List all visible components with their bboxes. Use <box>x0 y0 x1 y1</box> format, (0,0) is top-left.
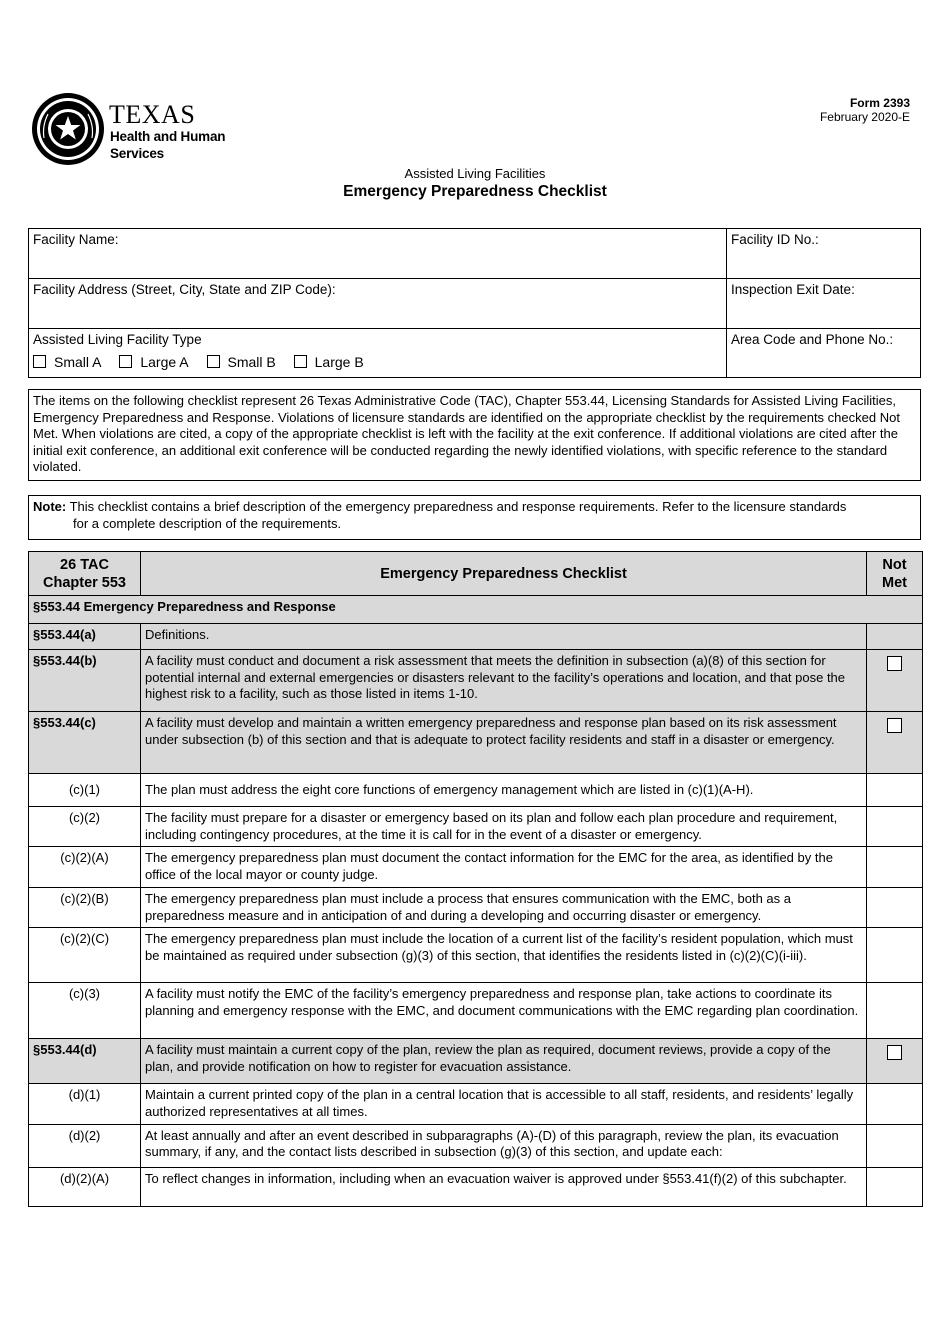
checkbox-large-b[interactable] <box>294 355 307 368</box>
form-date: February 2020-E <box>819 110 910 124</box>
facility-id-field[interactable]: Facility ID No.: <box>731 232 819 247</box>
row-text: A facility must notify the EMC of the facility’s emergency preparedness and response plan, take actions to coordinate its planning and emergency response with the EMC, and document communications with the EMC regarding plan coordination. <box>141 983 867 1039</box>
section-title: §553.44 Emergency Preparedness and Response <box>29 596 923 624</box>
row-ref: (d)(1) <box>29 1084 141 1124</box>
row-ref: (c)(2)(A) <box>29 847 141 887</box>
row-ref: (d)(2) <box>29 1124 141 1167</box>
row-text: The facility must prepare for a disaster or emergency based on its plan and follow each plan procedure and requirement, including contingency procedures, at the time it is call for in the event of a disaster or emergency. <box>141 807 867 847</box>
not-met-checkbox[interactable] <box>887 656 902 671</box>
row-not-met <box>867 650 923 712</box>
row-ref: §553.44(d) <box>29 1039 141 1084</box>
row-not-met <box>867 1167 923 1206</box>
row-text: Definitions. <box>141 624 867 650</box>
form-subtitle: Assisted Living Facilities <box>404 166 546 181</box>
row-text: To reflect changes in information, including when an evacuation waiver is approved under §553.41(f)(2) of this subchapter. <box>141 1167 867 1206</box>
not-met-checkbox[interactable] <box>887 718 902 733</box>
row-not-met <box>867 983 923 1039</box>
type-option-small-a[interactable]: Small A <box>33 354 101 370</box>
header-description: Emergency Preparedness Checklist <box>141 552 867 596</box>
header-not-met: Not Met <box>867 552 923 596</box>
info-divider-vertical <box>726 229 727 377</box>
row-text: A facility must develop and maintain a written emergency preparedness and response plan based on its risk assessment under subsection (b) of this section and that is adequate to protect facility residents and staff in a disaster or emergency. <box>141 712 867 774</box>
row-text: The plan must address the eight core functions of emergency management which are listed in (c)(1)(A-H). <box>141 774 867 807</box>
not-met-checkbox[interactable] <box>887 1045 902 1060</box>
form-title: Emergency Preparedness Checklist <box>343 183 607 200</box>
texas-seal-icon <box>30 90 106 168</box>
row-not-met <box>867 928 923 983</box>
facility-address-field[interactable]: Facility Address (Street, City, State and ZIP Code): <box>33 282 336 297</box>
phone-field[interactable]: Area Code and Phone No.: <box>731 332 894 347</box>
row-ref: (c)(2)(C) <box>29 928 141 983</box>
form-number: Form 2393 <box>849 96 910 110</box>
row-text: The emergency preparedness plan must document the contact information for the EMC for the area, as identified by the office of the local mayor or county judge. <box>141 847 867 887</box>
checklist-table <box>28 551 923 1207</box>
facility-type-label: Assisted Living Facility Type <box>33 332 202 347</box>
row-text: Maintain a current printed copy of the plan in a central location that is accessible to all staff, residents, and residents’ legally authorized representatives at all times. <box>141 1084 867 1124</box>
row-not-met <box>867 1039 923 1084</box>
row-not-met <box>867 887 923 927</box>
form-number-block <box>820 96 910 124</box>
row-text: A facility must maintain a current copy of the plan, review the plan as required, document reviews, provide a copy of the plan, and provide notification on how to register for evacuation assistance. <box>141 1039 867 1084</box>
row-not-met <box>867 1084 923 1124</box>
info-divider-2 <box>29 328 920 329</box>
type-option-small-b[interactable]: Small B <box>207 354 276 370</box>
row-ref: §553.44(b) <box>29 650 141 712</box>
note-line2: for a complete description of the requirements. <box>73 515 342 531</box>
logo-texas-text: TEXAS <box>109 100 196 129</box>
note-line1: This checklist contains a brief description of the emergency preparedness and response requirements. Refer to the licensure standards <box>69 499 847 514</box>
checkbox-small-b[interactable] <box>207 355 220 368</box>
header-ref: 26 TAC Chapter 553 <box>29 552 141 596</box>
type-option-large-b[interactable]: Large B <box>294 354 364 370</box>
row-not-met <box>867 847 923 887</box>
row-ref: (c)(1) <box>29 774 141 807</box>
checkbox-small-a[interactable] <box>33 355 46 368</box>
row-text: A facility must conduct and document a risk assessment that meets the definition in subsection (a)(8) of this section for potential internal and external emergencies or disasters relevant to the facility’s operations and location, and that pose the highest risk to a facility, such as those listed in items 1-10. <box>141 650 867 712</box>
facility-type-options <box>33 354 378 370</box>
facility-name-field[interactable]: Facility Name: <box>33 232 119 247</box>
row-ref: (c)(3) <box>29 983 141 1039</box>
note-label: Note: <box>33 499 67 514</box>
row-ref: (d)(2)(A) <box>29 1167 141 1206</box>
checkbox-large-a[interactable] <box>119 355 132 368</box>
row-not-met <box>867 807 923 847</box>
info-divider-1 <box>29 278 920 279</box>
row-text: At least annually and after an event described in subparagraphs (A)-(D) of this paragraph, review the plan, its evacuation summary, if any, and the contact lists described in subsection (g)(3) of this section, and update each: <box>141 1124 867 1167</box>
row-not-met <box>867 774 923 807</box>
row-ref: (c)(2)(B) <box>29 887 141 927</box>
row-not-met <box>867 1124 923 1167</box>
row-ref: (c)(2) <box>29 807 141 847</box>
row-ref: §553.44(a) <box>29 624 141 650</box>
row-text: The emergency preparedness plan must include a process that ensures communication with the EMC, both as a preparedness measure and in anticipation of and during a developing and occurring disaster or emergency. <box>141 887 867 927</box>
row-not-met <box>867 624 923 650</box>
logo-hhs-line2: Services <box>110 146 164 161</box>
logo-hhs-line1: Health and Human <box>110 129 226 144</box>
facility-info-box <box>28 228 921 378</box>
inspection-exit-date-field[interactable]: Inspection Exit Date: <box>731 282 855 297</box>
row-ref: §553.44(c) <box>29 712 141 774</box>
row-not-met <box>867 712 923 774</box>
intro-paragraph: The items on the following checklist represent 26 Texas Administrative Code (TAC), Chapter 553.44, Licensing Standards for Assisted Living Facilities, Emergency Preparedness and Response. Violations of licensure standards are identified on the appropriate checklist by the requirements checked Not Met. When violations are cited, a copy of the appropriate checklist is left with the facility at the exit conference. If additional violations are cited after the initial exit conference, an additional exit conference will be conducted regarding the newly identified violations, with specific reference to the standard violated. <box>28 389 921 481</box>
row-text: The emergency preparedness plan must include the location of a current list of the facility’s resident population, which must be maintained as required under subsection (g)(3) of this section, that identifies the residents listed in (c)(2)(C)(i-iii). <box>141 928 867 983</box>
texas-hhs-logo <box>30 90 230 170</box>
type-option-large-a[interactable]: Large A <box>119 354 188 370</box>
note-box <box>28 495 921 540</box>
